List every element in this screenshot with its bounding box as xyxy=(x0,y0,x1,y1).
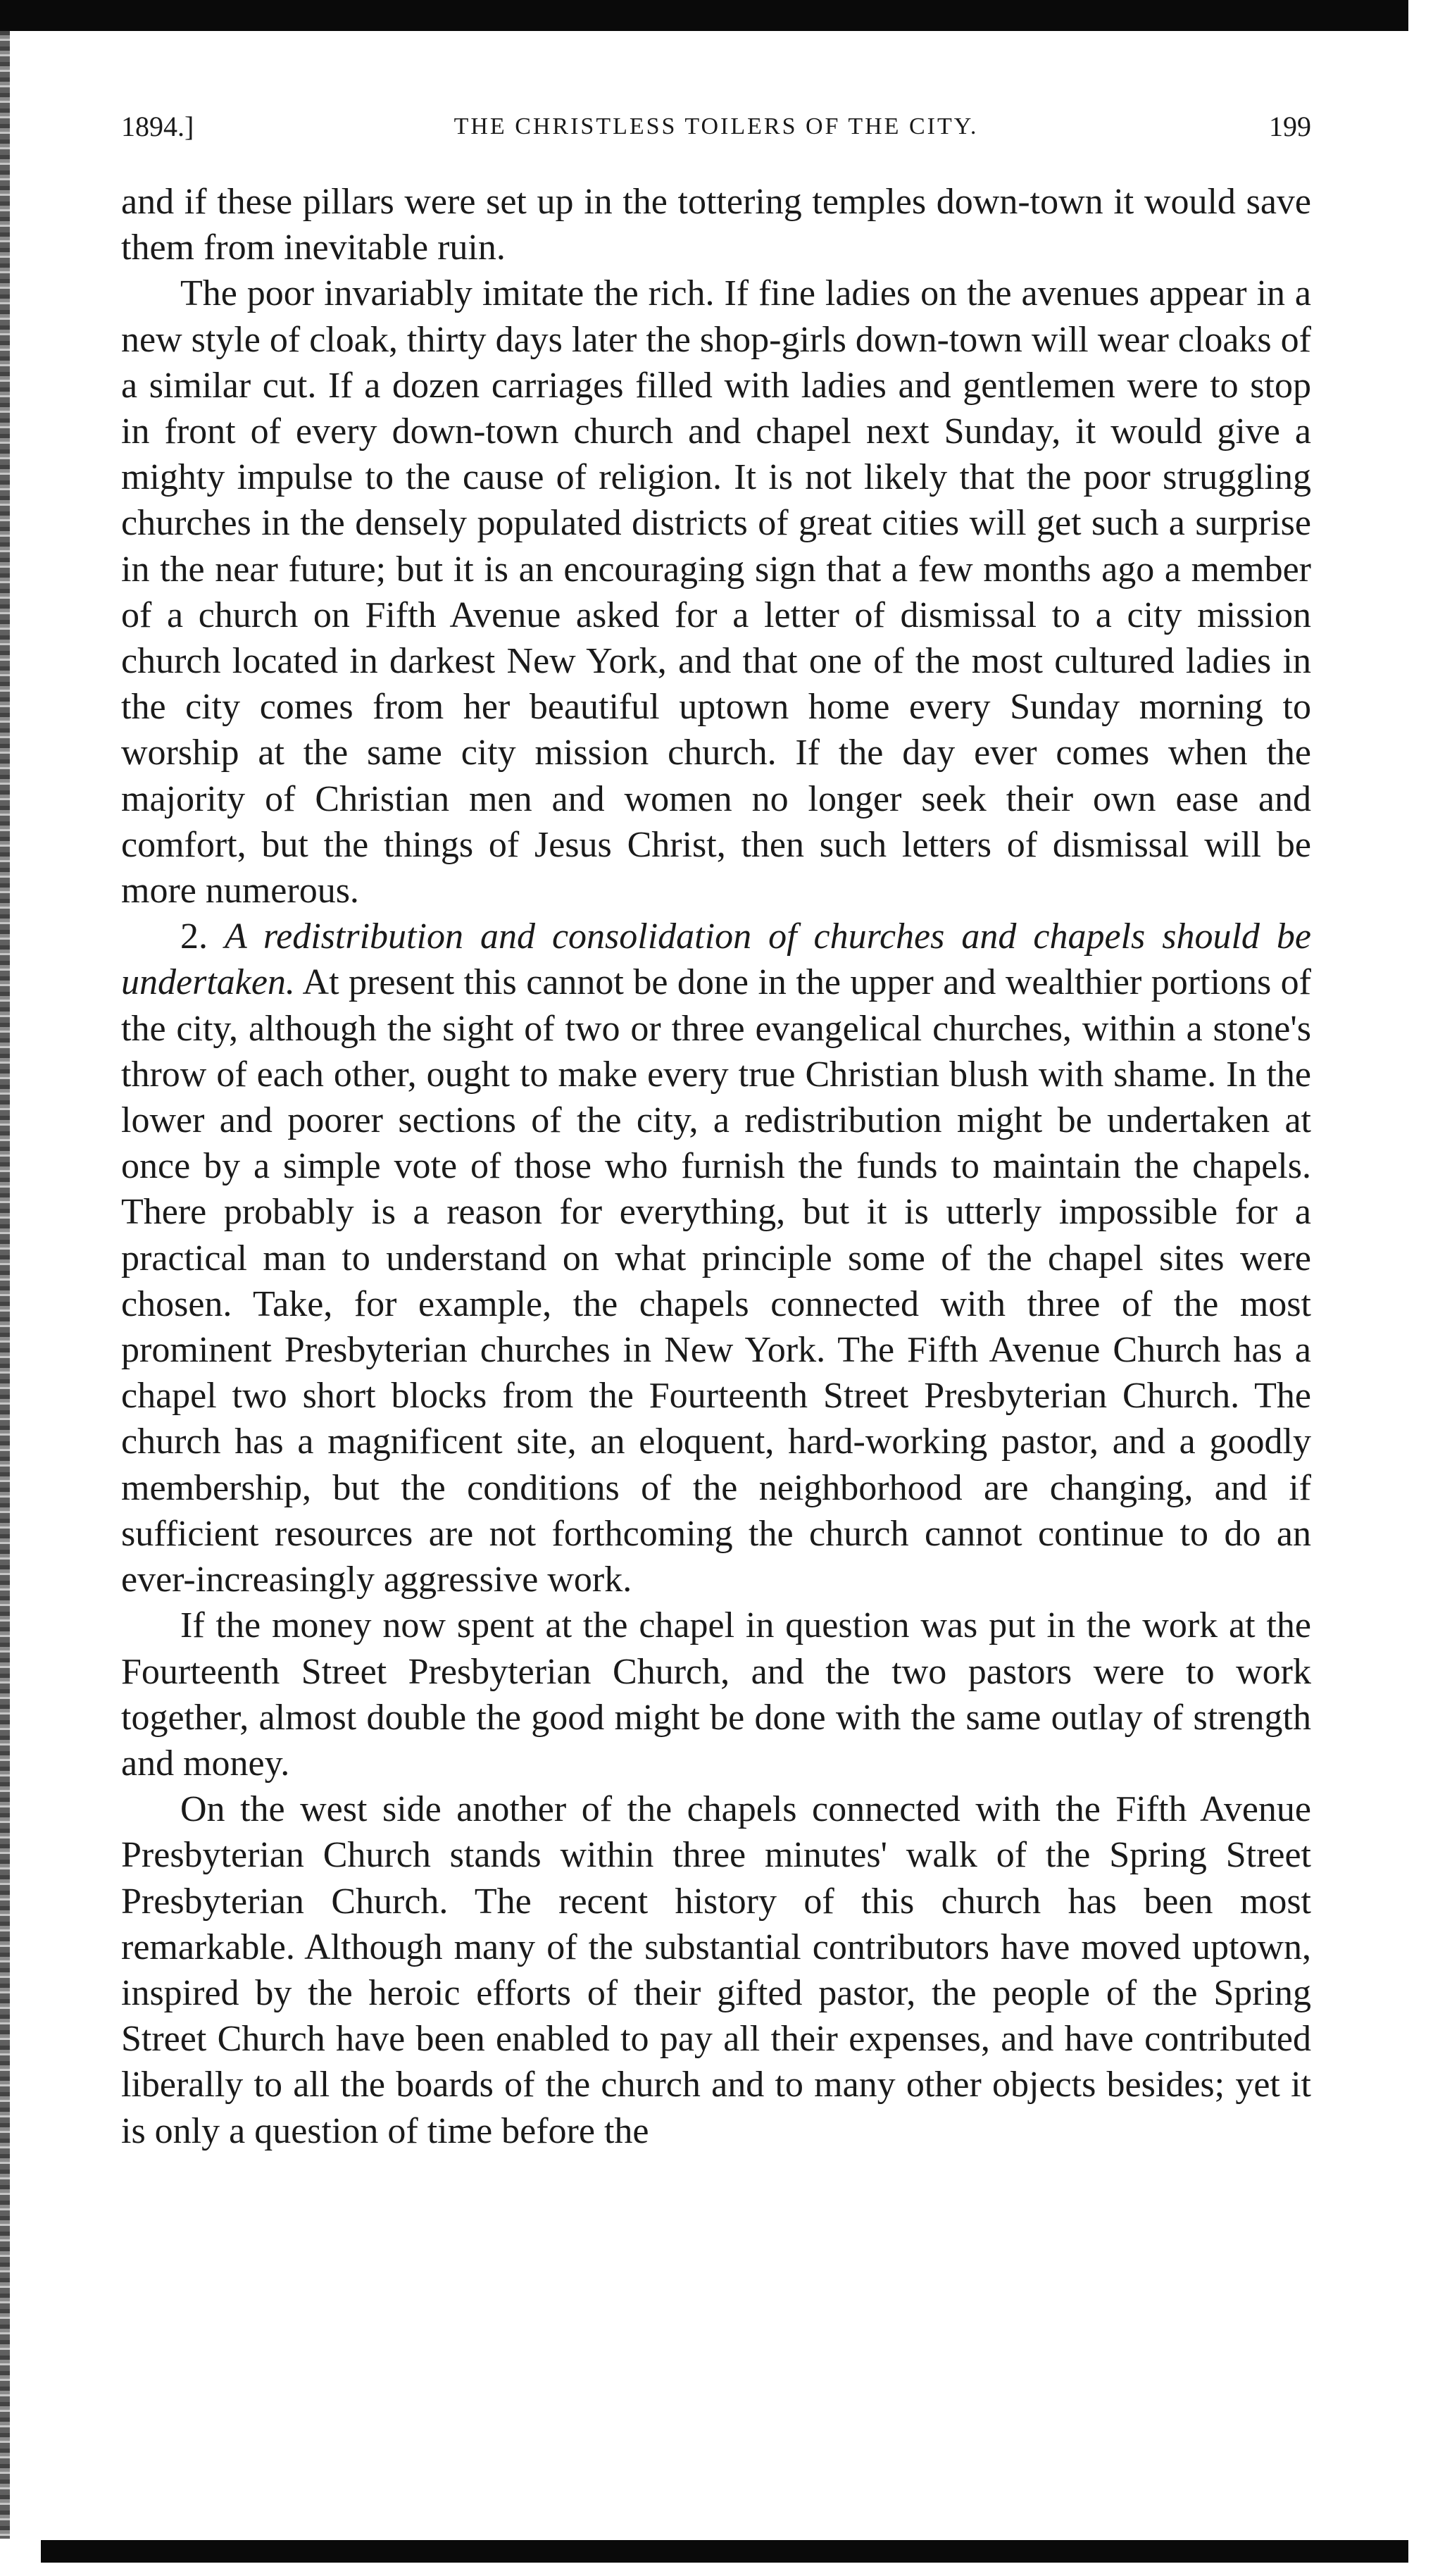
bottom-scan-border xyxy=(41,2540,1408,2563)
section-text: At present this cannot be done in the upper and wealthier portions of the city, although the sight of two or three evangelical churches, within a stone's throw of each other, ought to make every true Christian blush with shame. In the lower and poorer sections of the city, a redistribution might be undertaken at once by a simple vote of those who furnish the funds to maintain the chapels. There probably is a reason for everything, but it is utterly impossible for a practical man to understand on what principle some of the chapel sites were chosen. Take, for example, the chapels connected with three of the most prominent Presbyterian churches in New York. The Fifth Avenue Church has a chapel two short blocks from the Fourteenth Street Presbyterian Church. The church has a magnificent site, an eloquent, hard-working pastor, and a goodly membership, but the conditions of the neighborhood are changing, and if sufficient resources are not forthcoming the church cannot continue to do an ever-increasingly aggressive work. xyxy=(121,962,1311,1600)
paragraph-continuation: and if these pillars were set up in the tottering temples down-town it would save them from inevitable ruin. xyxy=(121,182,1311,268)
paragraph-poor-imitate-rich: The poor invariably imitate the rich. If fine ladies on the avenues appear in a new style of cloak, thirty days later the shop-girls down-town will wear cloaks of a similar cut. If a dozen carriages filled with ladies and gentlemen were to stop in front of every down-town church and chapel next Sunday, it would give a mighty impulse to the cause of religion. It is not likely that the poor struggling churches in the densely populated districts of great cities will get such a surprise in the near future; but it is an encouraging sign that a few months ago a member of a church on Fifth Avenue asked for a letter of dismissal to a city mission church located in darkest New York, and that one of the most cultured ladies in the city comes from her beautiful uptown home every Sunday morning to worship at the same city mission church. If the day ever comes when the majority of Christian men and women no longer seek their own ease and comfort, but the things of Jesus Christ, then such letters of dismissal will be more numerous. xyxy=(121,273,1311,911)
article-body xyxy=(121,179,1311,2154)
top-scan-border xyxy=(0,0,1408,31)
page-number: 199 xyxy=(1269,111,1311,142)
section-heading: A redistribution and consolidation of churches and chapels should be undertaken. xyxy=(121,916,1311,1003)
section-number: 2. xyxy=(180,916,208,957)
left-scan-edge xyxy=(0,31,10,2539)
paragraph-west-side: On the west side another of the chapels connected with the Fifth Avenue Presbyterian Church stands within three minutes' walk of the Spring Street Presbyterian Church. The recent history of this church has been most remarkable. Although many of the substantial contributors have moved uptown, inspired by the heroic efforts of their gifted pastor, the people of the Spring Street Church have been enabled to pay all their expenses, and have contributed liberally to all the boards of the church and to many other objects besides; yet it is only a question of time before the xyxy=(121,1789,1311,2151)
header-year: 1894.] xyxy=(121,111,194,142)
running-header xyxy=(121,106,1311,148)
header-title: THE CHRISTLESS TOILERS OF THE CITY. xyxy=(453,113,979,139)
paragraph-money-spent: If the money now spent at the chapel in question was put in the work at the Fourteenth Street Presbyterian Church, and the two pastors were to work together, almost double the good might be done with the same outlay of strength and money. xyxy=(121,1605,1311,1784)
right-margin xyxy=(1415,0,1433,2576)
paragraph-redistribution xyxy=(121,914,1311,1603)
